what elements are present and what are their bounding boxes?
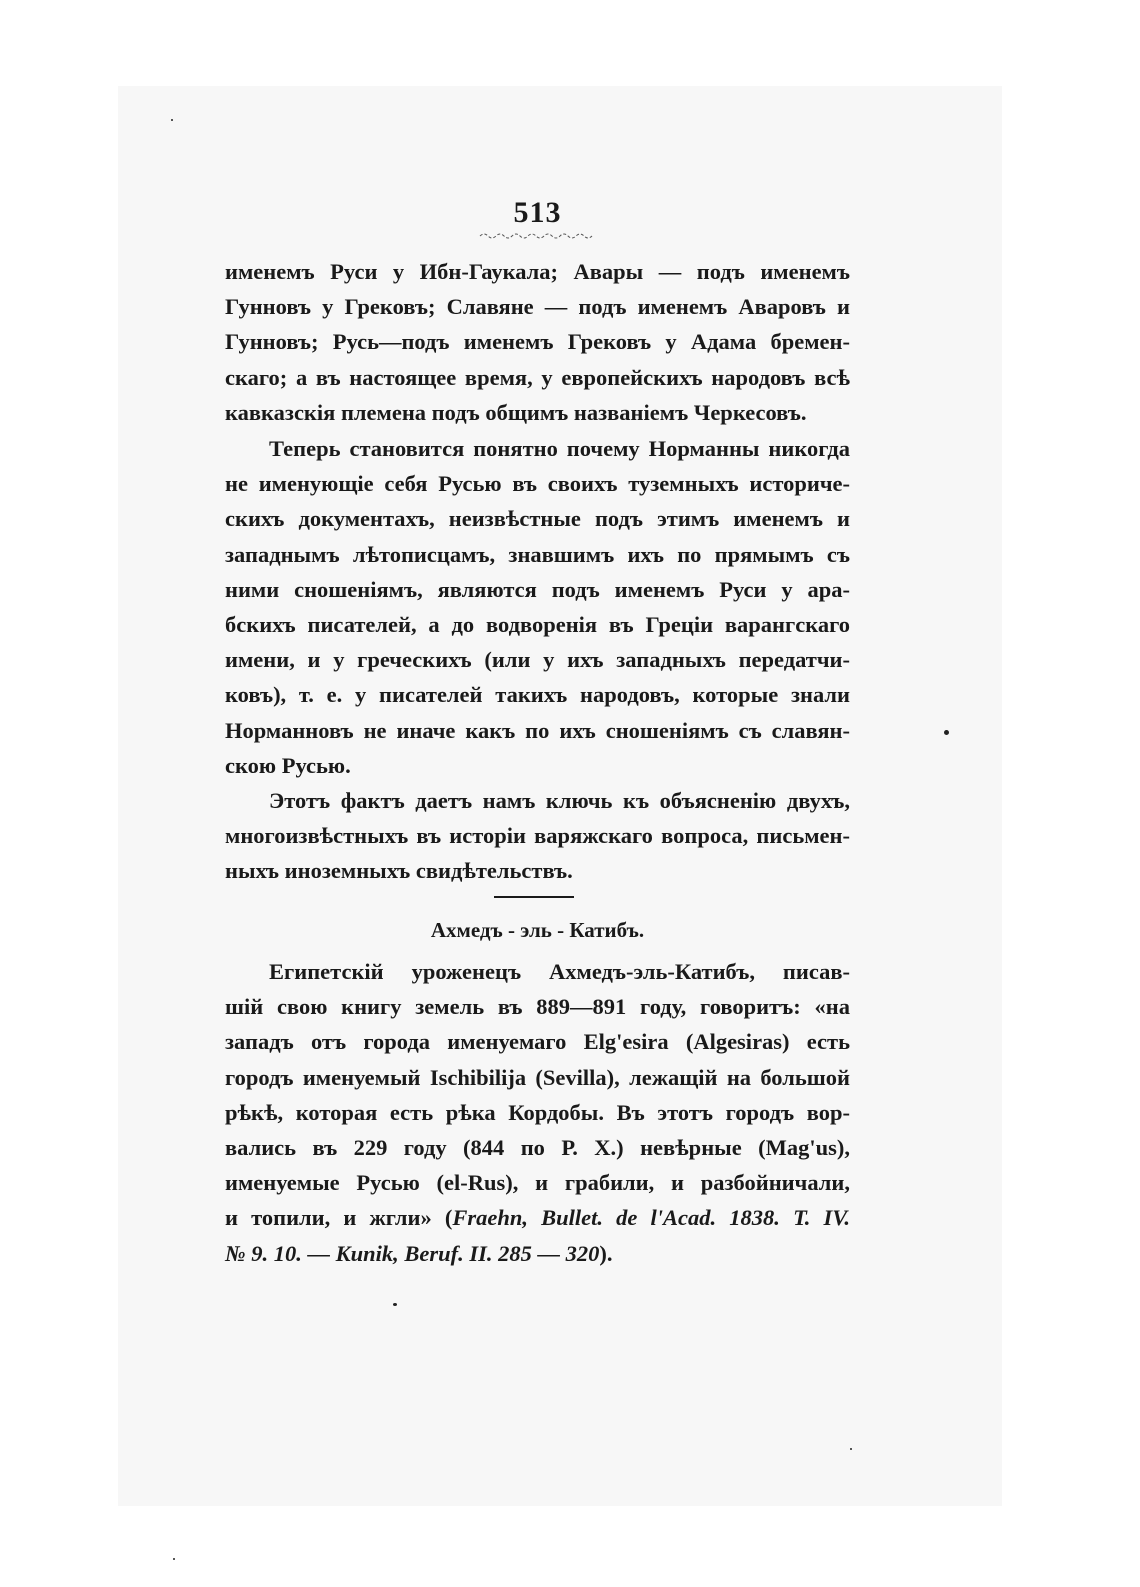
text-line: скаго; а въ настоящее время, у европейскихъ народовъ всѣ: [225, 364, 850, 390]
text-line: имени, и у греческихъ (или у ихъ западныхъ передатчи-: [225, 647, 850, 673]
text-line: вались въ 229 году (844 по Р. Х.) невѣрные (Mag'us),: [225, 1134, 850, 1160]
text-line: Этотъ фактъ даетъ намъ ключь къ объясненію двухъ,: [269, 788, 850, 813]
section-heading: Ахмедъ - эль - Катибъ.: [430, 918, 645, 942]
text-line: именемъ Руси у Ибн-Гаукала; Авары — подъ именемъ: [225, 259, 850, 284]
citation-text: и топили, и жгли» (: [225, 1205, 453, 1231]
section-paragraph: [225, 954, 850, 1271]
text-line: Норманновъ не иначе какъ по ихъ сношеніямъ съ славян-: [225, 717, 850, 743]
text-line: скихъ документахъ, неизвѣстные подъ этимъ именемъ и: [225, 506, 850, 532]
citation-line: [225, 1200, 850, 1235]
text-line: бскихъ писателей, а до водворенія въ Греціи варангскаго: [225, 611, 850, 637]
text-line: скою Русью.: [225, 752, 351, 778]
ink-speck: [393, 1303, 397, 1306]
section-divider: [494, 896, 574, 898]
text-line: Гунновъ у Грековъ; Славяне — подъ именемъ Аваровъ и: [225, 294, 850, 320]
text-line: именуемые Русью (el-Rus), и грабили, и разбойничали,: [225, 1170, 850, 1196]
ink-speck: [850, 1448, 852, 1450]
text-line: ковъ), т. е. у писателей такихъ народовъ, которые знали: [225, 682, 850, 708]
text-line: Гунновъ; Русь—подъ именемъ Грековъ у Адама бремен-: [225, 329, 850, 355]
text-line: Египетскій уроженецъ Ахмедъ-эль-Катибъ, писав-: [269, 959, 850, 984]
citation-reference: № 9. 10. — Kunik, Beruf. II. 285 — 320: [225, 1240, 600, 1266]
text-line: западъ отъ города именуемаго Elg'esira (Algesiras) есть: [225, 1029, 850, 1055]
text-line: многоизвѣстныхъ въ исторіи варяжскаго вопроса, письмен-: [225, 823, 850, 849]
citation-reference: Fraehn, Bullet. de l'Acad. 1838. T. IV.: [452, 1205, 851, 1231]
text-line: ныхъ иноземныхъ свидѣтельствъ.: [225, 858, 573, 884]
ink-speck: [171, 119, 173, 121]
page-number-ornament: [478, 230, 593, 240]
text-line: западнымъ лѣтописцамъ, знавшимъ ихъ по прямымъ съ: [225, 541, 850, 567]
text-line: кавказскія племена подъ общимъ названіемъ Черкесовъ.: [225, 399, 807, 425]
paragraph-3: [225, 783, 850, 889]
ink-speck: [944, 730, 949, 735]
page-number: 513: [513, 196, 562, 229]
text-line: Теперь становится понятно почему Норманны никогда: [269, 436, 850, 461]
paragraph-1: [225, 254, 850, 430]
text-line: рѣкѣ, которая есть рѣка Кордобы. Въ этотъ городъ вор-: [225, 1099, 850, 1125]
text-line: городъ именуемый Ischibilija (Sevilla), лежащій на большой: [225, 1064, 850, 1090]
paragraph-2: [225, 431, 850, 783]
citation-line: [225, 1236, 850, 1271]
text-line: ними сношеніямъ, являются подъ именемъ Руси у ара-: [225, 576, 850, 602]
ink-speck: [173, 1558, 175, 1560]
text-line: не именующіе себя Русью въ своихъ туземныхъ историче-: [225, 471, 850, 497]
citation-text: ).: [599, 1240, 613, 1266]
text-line: шій свою книгу земель въ 889—891 году, говоритъ: «на: [225, 994, 850, 1020]
